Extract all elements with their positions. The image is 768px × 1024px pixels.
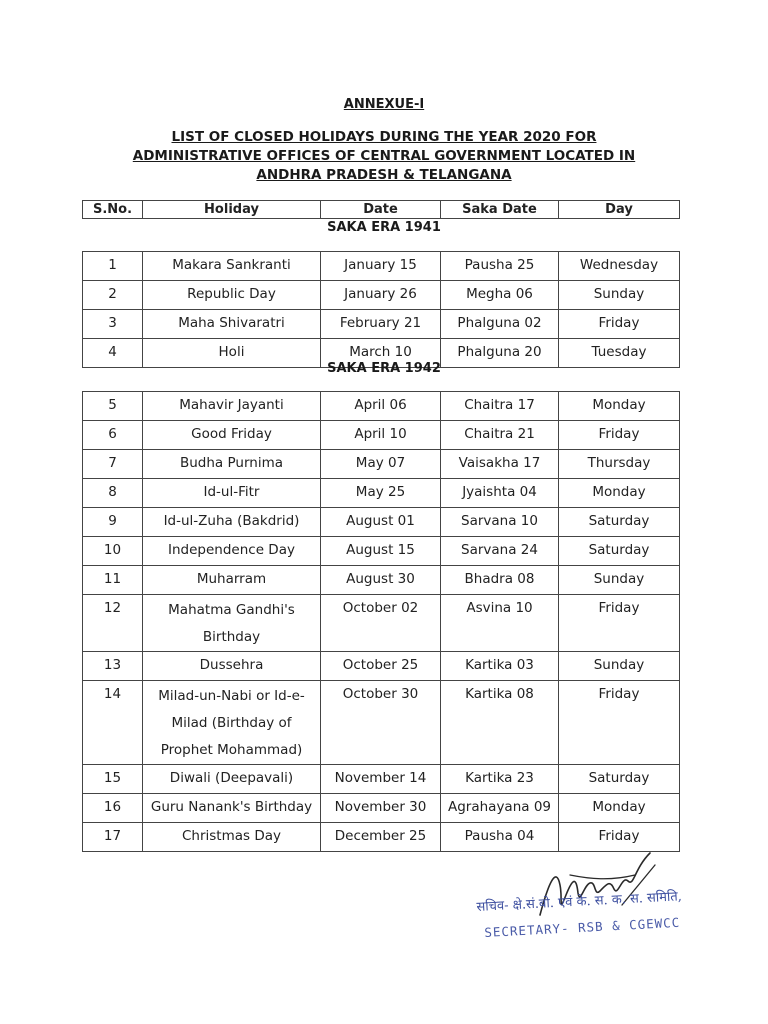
cell-holiday: Guru Nanank's Birthday	[143, 794, 321, 823]
cell-date: August 30	[321, 566, 441, 595]
stamp-english-text: SECRETARY- RSB & CGEWCC	[484, 914, 681, 940]
table-row	[83, 652, 680, 681]
cell-date: January 15	[321, 252, 441, 281]
title-line: ADMINISTRATIVE OFFICES OF CENTRAL GOVERNMENT LOCATED IN	[132, 148, 636, 164]
cell-holiday: Good Friday	[143, 421, 321, 450]
cell-sno: 4	[83, 339, 143, 368]
cell-date: February 21	[321, 310, 441, 339]
cell-holiday: Milad-un-Nabi or Id-e-Milad (Birthday of Prophet Mohammad)	[143, 681, 321, 765]
column-header-date: Date	[321, 201, 441, 219]
cell-day: Friday	[559, 310, 680, 339]
column-header-holiday: Holiday	[143, 201, 321, 219]
cell-day: Thursday	[559, 450, 680, 479]
cell-saka-date: Sarvana 10	[441, 508, 559, 537]
cell-saka-date: Pausha 25	[441, 252, 559, 281]
cell-sno: 8	[83, 479, 143, 508]
table-row	[83, 310, 680, 339]
cell-day: Friday	[559, 823, 680, 852]
column-header-day: Day	[559, 201, 680, 219]
cell-day: Tuesday	[559, 339, 680, 368]
stamp-hindi-text: सचिव- क्षे.सं.बो. एवं के. स. क. स. समिति,	[476, 889, 683, 915]
cell-date: November 30	[321, 794, 441, 823]
holiday-table-header	[82, 200, 680, 219]
cell-date: October 02	[321, 595, 441, 652]
table-row	[83, 252, 680, 281]
holiday-table-section	[82, 391, 680, 852]
table-row	[83, 450, 680, 479]
table-row	[83, 566, 680, 595]
cell-saka-date: Bhadra 08	[441, 566, 559, 595]
title-line: LIST OF CLOSED HOLIDAYS DURING THE YEAR 2020 FOR	[171, 129, 597, 145]
cell-date: August 01	[321, 508, 441, 537]
cell-saka-date: Kartika 23	[441, 765, 559, 794]
cell-sno: 5	[83, 392, 143, 421]
cell-saka-date: Megha 06	[441, 281, 559, 310]
cell-date: October 30	[321, 681, 441, 765]
cell-saka-date: Sarvana 24	[441, 537, 559, 566]
cell-sno: 11	[83, 566, 143, 595]
section-heading: SAKA ERA 1942	[327, 361, 441, 376]
table-row	[83, 392, 680, 421]
cell-date: January 26	[321, 281, 441, 310]
cell-saka-date: Chaitra 21	[441, 421, 559, 450]
table-row	[83, 281, 680, 310]
cell-sno: 7	[83, 450, 143, 479]
cell-date: April 06	[321, 392, 441, 421]
signature-stamp-area	[470, 845, 730, 955]
cell-sno: 14	[83, 681, 143, 765]
cell-holiday: Diwali (Deepavali)	[143, 765, 321, 794]
cell-saka-date: Chaitra 17	[441, 392, 559, 421]
cell-saka-date: Asvina 10	[441, 595, 559, 652]
cell-sno: 13	[83, 652, 143, 681]
cell-holiday: Republic Day	[143, 281, 321, 310]
cell-saka-date: Kartika 08	[441, 681, 559, 765]
cell-holiday: Makara Sankranti	[143, 252, 321, 281]
cell-saka-date: Vaisakha 17	[441, 450, 559, 479]
cell-date: March 10	[321, 339, 441, 368]
cell-sno: 6	[83, 421, 143, 450]
cell-date: December 25	[321, 823, 441, 852]
table-row	[83, 681, 680, 765]
cell-saka-date: Pausha 04	[441, 823, 559, 852]
cell-sno: 9	[83, 508, 143, 537]
cell-day: Monday	[559, 392, 680, 421]
cell-sno: 2	[83, 281, 143, 310]
cell-saka-date: Phalguna 02	[441, 310, 559, 339]
cell-day: Sunday	[559, 281, 680, 310]
cell-holiday: Independence Day	[143, 537, 321, 566]
cell-day: Friday	[559, 595, 680, 652]
cell-saka-date: Jyaishta 04	[441, 479, 559, 508]
cell-day: Friday	[559, 421, 680, 450]
column-header-sno: S.No.	[83, 201, 143, 219]
cell-holiday: Mahatma Gandhi's Birthday	[143, 595, 321, 652]
cell-sno: 10	[83, 537, 143, 566]
table-row	[83, 765, 680, 794]
holiday-table-section	[82, 251, 680, 368]
cell-holiday: Budha Purnima	[143, 450, 321, 479]
cell-day: Sunday	[559, 566, 680, 595]
cell-sno: 17	[83, 823, 143, 852]
cell-date: November 14	[321, 765, 441, 794]
cell-day: Saturday	[559, 508, 680, 537]
cell-sno: 15	[83, 765, 143, 794]
cell-sno: 12	[83, 595, 143, 652]
cell-holiday: Id-ul-Fitr	[143, 479, 321, 508]
cell-holiday: Dussehra	[143, 652, 321, 681]
cell-day: Saturday	[559, 537, 680, 566]
cell-date: May 07	[321, 450, 441, 479]
cell-date: May 25	[321, 479, 441, 508]
cell-holiday: Id-ul-Zuha (Bakdrid)	[143, 508, 321, 537]
cell-sno: 16	[83, 794, 143, 823]
table-row	[83, 421, 680, 450]
cell-sno: 1	[83, 252, 143, 281]
cell-holiday: Muharram	[143, 566, 321, 595]
cell-saka-date: Agrahayana 09	[441, 794, 559, 823]
section-heading: SAKA ERA 1941	[327, 220, 441, 235]
cell-holiday: Christmas Day	[143, 823, 321, 852]
cell-holiday: Mahavir Jayanti	[143, 392, 321, 421]
cell-day: Friday	[559, 681, 680, 765]
cell-day: Monday	[559, 794, 680, 823]
cell-day: Monday	[559, 479, 680, 508]
cell-date: October 25	[321, 652, 441, 681]
table-row	[83, 537, 680, 566]
cell-holiday: Maha Shivaratri	[143, 310, 321, 339]
table-row	[83, 595, 680, 652]
column-header-saka-date: Saka Date	[441, 201, 559, 219]
title-line: ANDHRA PRADESH & TELANGANA	[256, 167, 512, 183]
table-row	[83, 479, 680, 508]
cell-date: August 15	[321, 537, 441, 566]
cell-day: Sunday	[559, 652, 680, 681]
cell-holiday: Holi	[143, 339, 321, 368]
cell-saka-date: Phalguna 20	[441, 339, 559, 368]
table-row	[83, 508, 680, 537]
cell-day: Wednesday	[559, 252, 680, 281]
cell-date: April 10	[321, 421, 441, 450]
annexure-label: ANNEXUE-I	[343, 97, 425, 112]
cell-saka-date: Kartika 03	[441, 652, 559, 681]
cell-sno: 3	[83, 310, 143, 339]
document-title	[0, 128, 768, 185]
cell-day: Saturday	[559, 765, 680, 794]
table-row	[83, 794, 680, 823]
